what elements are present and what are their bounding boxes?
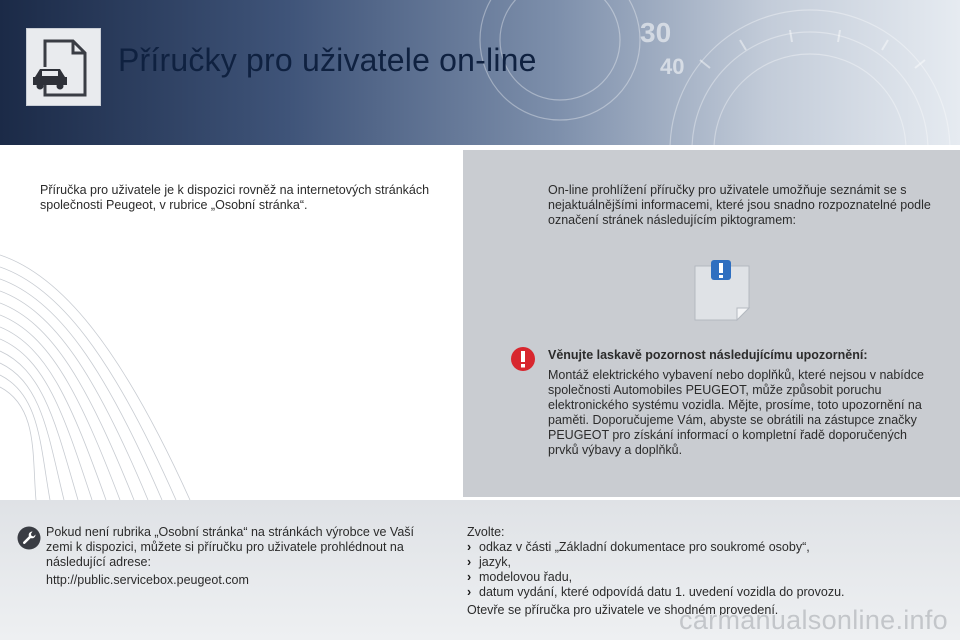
deco-number-40: 40: [660, 54, 685, 79]
page-update-exclamation-icon: [693, 260, 753, 322]
intro-text: Příručka pro uživatele je k dispozici rovněž na internetových stránkách společnosti Peugeot, v rubrice „Osobní stránka“.: [40, 183, 430, 212]
bottom-info-band: [0, 500, 960, 640]
list-item: › jazyk,: [467, 555, 511, 569]
panel-intro: On-line prohlížení příručky pro uživatele umožňuje seznámit se s nejaktuálnějšími informacemi, které jsou snadno rozpoznatelné podle označení stránek následujícím piktogramem:: [548, 183, 931, 227]
list-item: › modelovou řadu,: [467, 570, 573, 584]
wrench-tip-icon: [17, 526, 41, 550]
deco-number-30: 30: [640, 17, 672, 48]
manual-url-link[interactable]: http://public.servicebox.peugeot.com: [46, 573, 249, 587]
decorative-lines: [0, 235, 240, 500]
instructions-lead: Zvolte:: [467, 525, 505, 539]
tip-text: Pokud není rubrika „Osobní stránka“ na stránkách výrobce ve Vaší zemi k dispozici, můžete si příručku pro uživatele prohlédnout na následující adrese:: [46, 525, 415, 569]
instructions-result: Otevře se příručka pro uživatele ve shodném provedení.: [467, 603, 779, 617]
warning-body: Montáž elektrického vybavení nebo doplňků, které nejsou v nabídce společnosti Automobiles PEUGEOT, může způsobit poruchu elektronického systému vozidla. Mějte, prosíme, toto upozornění na paměti. Doporučujeme Vám, abyste se obrátili na zástupce značky PEUGEOT pro získání informací o kompletní řadě doporučených prvků výbavy a doplňků.: [548, 368, 924, 457]
chevron-right-icon: ›: [467, 570, 472, 584]
chevron-right-icon: ›: [467, 540, 472, 554]
info-panel: [463, 150, 960, 497]
warning-heading: Věnujte laskavě pozornost následujícímu upozornění:: [548, 348, 868, 362]
warning-exclamation-icon: [510, 346, 536, 372]
instructions-list: [467, 540, 947, 600]
chevron-right-icon: ›: [467, 585, 472, 599]
watermark: carmanualsonline.info: [679, 605, 948, 635]
list-item: › odkaz v části „Základní dokumentace pro soukromé osoby“,: [467, 540, 810, 554]
page-title: Příručky pro uživatele on-line: [118, 42, 537, 78]
header-banner: [0, 0, 960, 145]
chevron-right-icon: ›: [467, 555, 472, 569]
document-car-icon: [26, 28, 101, 106]
list-item: › datum vydání, které odpovídá datu 1. uvedení vozidla do provozu.: [467, 585, 845, 599]
